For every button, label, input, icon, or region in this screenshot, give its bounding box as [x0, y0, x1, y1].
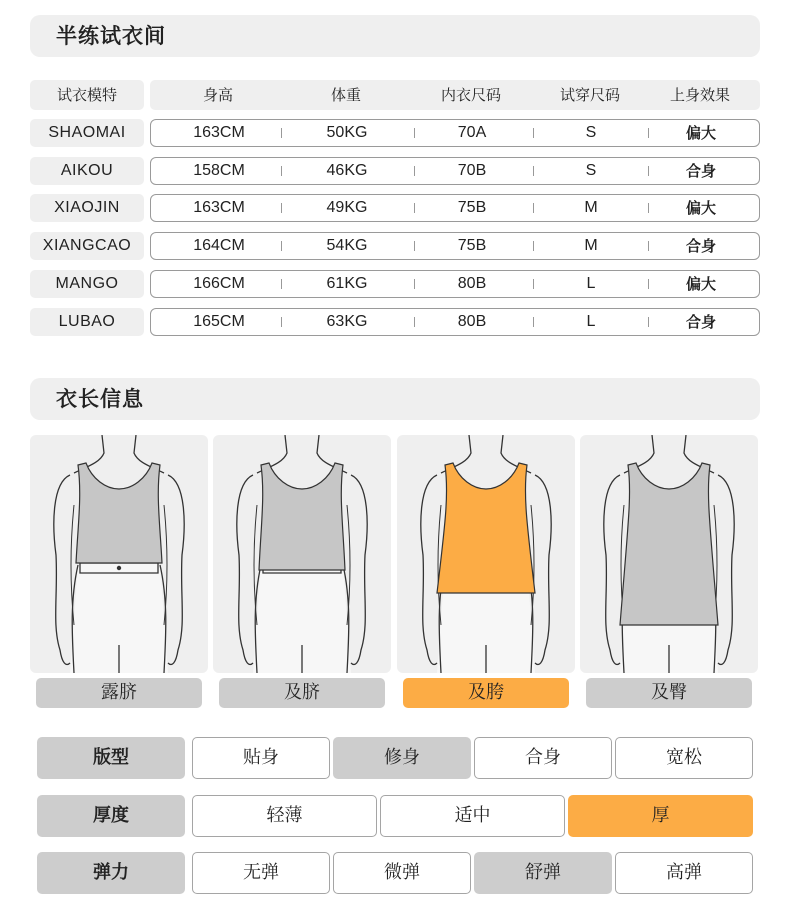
length-label-navel: 及脐 — [219, 678, 385, 708]
column-divider — [414, 166, 415, 176]
cell-model: AIKOU — [30, 157, 144, 185]
column-divider — [648, 203, 649, 213]
column-divider — [533, 279, 534, 289]
cell-bra-size: 75B — [457, 199, 487, 217]
header-height: 身高 — [202, 86, 233, 104]
column-divider — [648, 166, 649, 176]
header-try-size: 试穿尺码 — [559, 86, 620, 104]
cell-weight: 49KG — [326, 199, 368, 217]
length-figure-crop — [30, 435, 208, 673]
tank-top — [620, 463, 718, 625]
tank-top — [76, 463, 162, 563]
elasticity-option-comfort[interactable]: 舒弹 — [474, 852, 612, 894]
cell-model: XIANGCAO — [30, 232, 144, 260]
row-values — [150, 232, 760, 260]
row-values — [150, 157, 760, 185]
length-label-hip: 及胯 — [403, 678, 569, 708]
column-divider — [533, 166, 534, 176]
right-arm-outline — [535, 475, 551, 664]
header-columns — [150, 80, 760, 110]
table-row — [30, 270, 760, 298]
cell-model: SHAOMAI — [30, 119, 144, 147]
fitting-room-title: 半练试衣间 — [30, 15, 760, 57]
table-row — [30, 157, 760, 185]
cell-try-size: M — [584, 199, 598, 217]
column-divider — [281, 128, 282, 138]
cell-height: 158CM — [193, 161, 245, 179]
table-row — [30, 232, 760, 260]
cell-effect: 合身 — [685, 237, 716, 256]
column-divider — [648, 241, 649, 251]
left-arm-outline — [237, 475, 253, 664]
cell-height: 165CM — [193, 312, 245, 330]
cell-weight: 54KG — [326, 237, 368, 255]
figure-crop-illustration — [30, 435, 208, 673]
cell-try-size: L — [586, 274, 596, 292]
left-arm-outline — [421, 475, 437, 664]
waistband-button — [117, 566, 121, 570]
cell-model: XIAOJIN — [30, 194, 144, 222]
cell-weight: 61KG — [326, 274, 368, 292]
cell-model: LUBAO — [30, 308, 144, 336]
elasticity-label: 弹力 — [37, 852, 185, 894]
thickness-option-thin[interactable]: 轻薄 — [192, 795, 377, 837]
cell-weight: 50KG — [326, 124, 368, 141]
elasticity-option-high[interactable]: 高弹 — [615, 852, 753, 894]
figure-butt-illustration — [580, 435, 758, 673]
column-divider — [414, 317, 415, 327]
length-info-title: 衣长信息 — [30, 378, 760, 420]
column-divider — [533, 128, 534, 138]
header-effect: 上身效果 — [669, 86, 730, 104]
length-figure-butt — [580, 435, 758, 673]
size-table-header — [30, 80, 760, 110]
figure-hip-illustration — [397, 435, 575, 673]
cell-bra-size: 80B — [457, 312, 487, 330]
column-divider — [414, 279, 415, 289]
table-row — [30, 119, 760, 147]
column-divider — [533, 203, 534, 213]
row-values — [150, 270, 760, 298]
right-arm-outline — [718, 475, 734, 664]
header-weight: 体重 — [330, 86, 361, 104]
column-divider — [414, 203, 415, 213]
length-figure-hip — [397, 435, 575, 673]
row-values — [150, 119, 760, 147]
column-divider — [281, 317, 282, 327]
fit-option-slim[interactable]: 修身 — [333, 737, 471, 779]
cell-height: 164CM — [193, 237, 245, 255]
column-divider — [648, 128, 649, 138]
cell-try-size: M — [584, 237, 598, 255]
right-arm-outline — [351, 475, 367, 664]
left-arm-outline — [54, 475, 70, 664]
length-label-crop: 露脐 — [36, 678, 202, 708]
cell-effect: 合身 — [685, 312, 716, 331]
row-values — [150, 308, 760, 336]
column-divider — [281, 166, 282, 176]
cell-effect: 偏大 — [685, 274, 716, 293]
cell-try-size: L — [586, 312, 596, 330]
left-arm-outline — [604, 475, 620, 664]
fit-option-loose[interactable]: 宽松 — [615, 737, 753, 779]
elasticity-option-slight[interactable]: 微弹 — [333, 852, 471, 894]
cell-effect: 偏大 — [685, 199, 716, 218]
column-divider — [648, 279, 649, 289]
cell-model: MANGO — [30, 270, 144, 298]
cell-effect: 偏大 — [685, 124, 716, 142]
cell-try-size: S — [585, 124, 597, 141]
right-arm-outline — [168, 475, 184, 664]
header-model: 试衣模特 — [30, 80, 144, 110]
column-divider — [414, 241, 415, 251]
column-divider — [281, 241, 282, 251]
tank-top — [259, 463, 345, 570]
column-divider — [533, 317, 534, 327]
thickness-option-medium[interactable]: 适中 — [380, 795, 565, 837]
thickness-label: 厚度 — [37, 795, 185, 837]
cell-effect: 合身 — [685, 161, 716, 180]
cell-try-size: S — [585, 161, 597, 179]
length-label-butt: 及臀 — [586, 678, 752, 708]
fit-option-regular[interactable]: 合身 — [474, 737, 612, 779]
tank-top — [437, 463, 535, 593]
column-divider — [648, 317, 649, 327]
cell-bra-size: 80B — [457, 274, 487, 292]
cell-height: 163CM — [193, 199, 245, 217]
fit-label: 版型 — [37, 737, 185, 779]
thickness-option-thick[interactable]: 厚 — [568, 795, 753, 837]
cell-bra-size: 75B — [457, 237, 487, 255]
cell-bra-size: 70B — [457, 161, 487, 179]
table-row — [30, 308, 760, 336]
fit-option-tight[interactable]: 贴身 — [192, 737, 330, 779]
cell-weight: 46KG — [326, 161, 368, 179]
column-divider — [281, 203, 282, 213]
column-divider — [533, 241, 534, 251]
column-divider — [414, 128, 415, 138]
cell-bra-size: 70A — [457, 124, 487, 141]
length-figure-navel — [213, 435, 391, 673]
table-row — [30, 194, 760, 222]
header-bra-size: 内衣尺码 — [440, 86, 501, 104]
column-divider — [281, 279, 282, 289]
elasticity-option-none[interactable]: 无弹 — [192, 852, 330, 894]
cell-height: 166CM — [193, 274, 245, 292]
cell-height: 163CM — [193, 124, 245, 141]
row-values — [150, 194, 760, 222]
figure-navel-illustration — [213, 435, 391, 673]
cell-weight: 63KG — [326, 312, 368, 330]
